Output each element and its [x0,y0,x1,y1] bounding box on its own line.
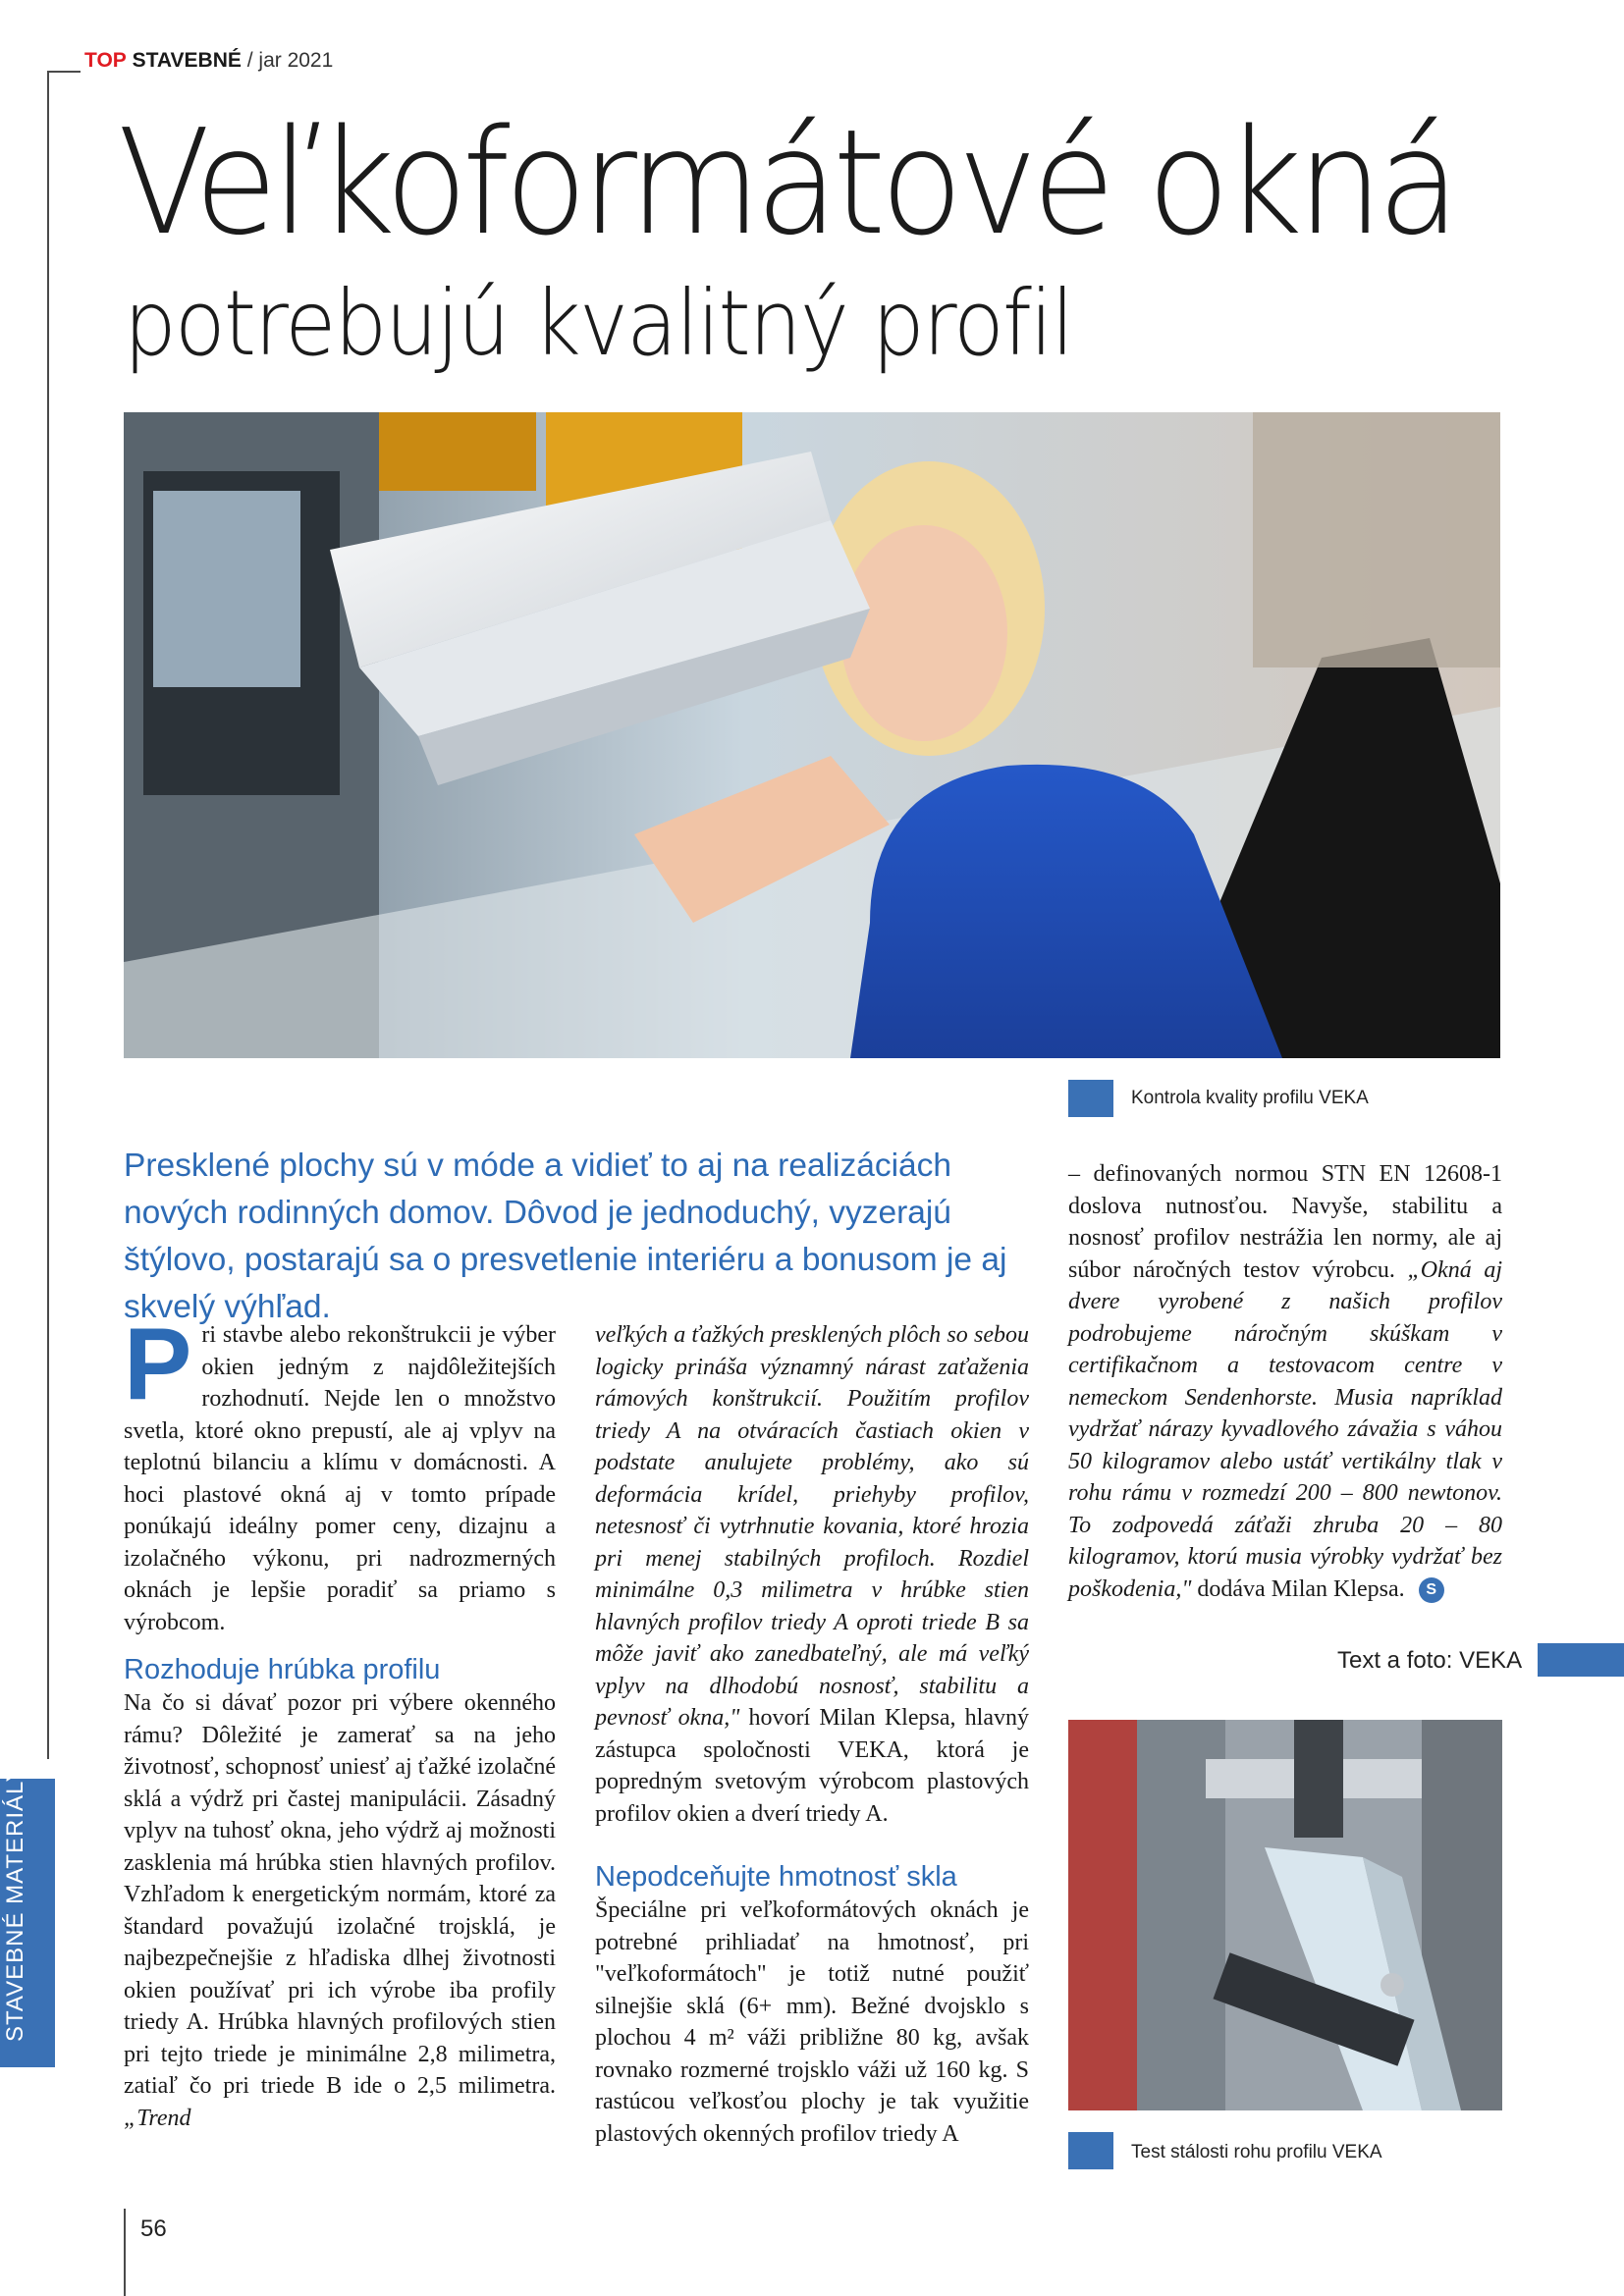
col2-quote: veľkých a ťažkých presklených plôch so sebou logicky prináša významný nárast zaťaženia rámových konštrukcií. Použitím profilov triedy A na otváracích častiach okien v podstate anulujete problémy, ako sú deformácia krídel, priehyby profilov, netesnosť či vytrhnutie kovania, ktoré hrozia pri menej stabilných profiloch. Rozdiel minimálne 0,3 milimetra v hrúbke stien hlavných profilov triedy A oproti triede B sa môže javiť ako zanedbateľný, ale má veľký vplyv na dlhodobú nosnosť, stabilitu a pevnosť okna," [595,1322,1029,1731]
col3-attribution: dodáva Milan Klepsa. [1191,1575,1405,1602]
frame-rule-top [47,71,81,73]
photo2-caption: Test stálosti rohu profilu VEKA [1131,2142,1382,2163]
page-number: 56 [140,2216,167,2242]
article-title: Veľkoformátové okná [118,98,1455,267]
caption-marker-2 [1068,2132,1113,2169]
col3-p1-text: – definovaných normou STN EN 12608-1 doslova nutnosťou. Navyše, stabilitu a nosnosť profilov nestrážia len normy, ale aj súbor náročných testov výrobcu. [1068,1161,1502,1283]
caption-marker [1068,1080,1113,1117]
lead-paragraph: Presklené plochy sú v móde a vidieť to aj na realizáciách nových rodinných domov. Dôvod je jednoduchý, vyzerajú štýlovo, postarajú sa o presvetlenie interiéru a bonusom je aj skvelý výhľad. [124,1148,1007,1325]
col1-paragraph-1 [124,1308,556,1638]
col1-p2-text: Na čo si dávať pozor pri výbere okenného rámu? Dôležité je zamerať sa na jeho životnosť, schopnosť uniesť aj ťažké izolačné sklá a výdrž pri častej manipulácii. Zásadný vplyv na tuhosť okna, jeho výdrž aj možnosti zasklenia má hrúbka stien hlavných profilov. Vzhľadom k energetickým normám, ktoré za štandard považujú izolačné trojsklá, je najbezpečnejšie z hľadiska dlhej životnosti okien používať pri ich výrobe iba profily triedy A. Hrúbka hlavných profilových stien pri tejto triede je minimálne 2,8 milimetra, zatiaľ čo pri triede B ide o 2,5 milimetra. [124,1690,556,2099]
frame-rule-bottom [124,2209,126,2296]
end-of-article-icon: S [1419,1577,1444,1603]
issue-label: jar 2021 [258,49,334,72]
running-header [84,49,333,73]
col3-quote: „Okná aj dvere vyrobené z našich profilov podrobujeme náročným skúškam v certifikačnom a testovacom centre v nemeckom Sendenhorste. Musia napríklad vydržať nárazy kyvadlového závažia s váhou 50 kilogramov alebo ustáť vertikálny tlak v rohu rámu v rozmedzí 200 – 800 newtonov. To zodpovedá záťaži zhruba 20 – 80 kilogramov, ktorú musia výrobky vydržať bez poškodenia," [1068,1256,1502,1602]
col2-paragraph-1 [595,1319,1029,1830]
body-column-3 [1068,1158,1502,1605]
hero-illustration [124,412,1500,1058]
hero-photo [124,412,1500,1058]
col3-paragraph-1 [1068,1158,1502,1605]
body-column-2 [595,1319,1029,2150]
brand-top: TOP [84,49,127,72]
hero-caption: Kontrola kvality profilu VEKA [1131,1088,1369,1108]
drop-cap: P [124,1308,192,1421]
photo-credit: Text a foto: VEKA [1337,1647,1523,1674]
col2-paragraph-2: Špeciálne pri veľkoformátových oknách je potrebné prihliadať na hmotnosť, pri "veľkoformátoch" je totiž nutné použiť silnejšie sklá (6+ mm). Bežné dvojsklo s plochou 4 m² váži približne 80 kg, avšak rovnako rozmerné trojsklo váži už 160 kg. S rastúcou veľkosťou plochy je tak využitie plastových okenných profilov triedy A [595,1897,1029,2147]
article-subtitle: potrebujú kvalitný profil [124,271,1073,376]
credit-bar [1538,1643,1624,1677]
body-column-1 [124,1308,556,2134]
header-separator: / [246,49,253,72]
frame-rule-left [47,71,49,1759]
test-machine-illustration [1068,1720,1502,2110]
col2-attribution: hovorí Milan Klepsa, hlavný zástupca spoločnosti VEKA, ktorá je popredným svetovým výrobcom plastových profilov okien a dverí triedy A. [595,1705,1029,1827]
corner-test-photo [1068,1720,1502,2110]
subhead-glass-weight: Nepodceňujte hmotnosť skla [595,1861,957,1893]
subhead-profile-thickness: Rozhoduje hrúbka profilu [124,1654,441,1685]
brand-section: STAVEBNÉ [132,49,242,72]
col1-p1-text: ri stavbe alebo rekonštrukcii je výber okien jedným z najdôležitejších rozhodnutí. Nejde len o množstvo svetla, ktoré okno prepustí, ale aj vplyv na teplotnú bilanciu a klímu v domácnosti. A hoci plastové okná aj v tomto prípade ponúkajú ideálny pomer ceny, dizajnu a izolačného výkonu, pri nadrozmerných oknách je lepšie poradiť sa priamo s výrobcom. [124,1322,556,1635]
section-side-tab-label: STAVEBNÉ MATERIÁLY [2,1765,28,2042]
col1-quote-start: „Trend [124,2105,191,2131]
col1-paragraph-2 [124,1687,556,2134]
